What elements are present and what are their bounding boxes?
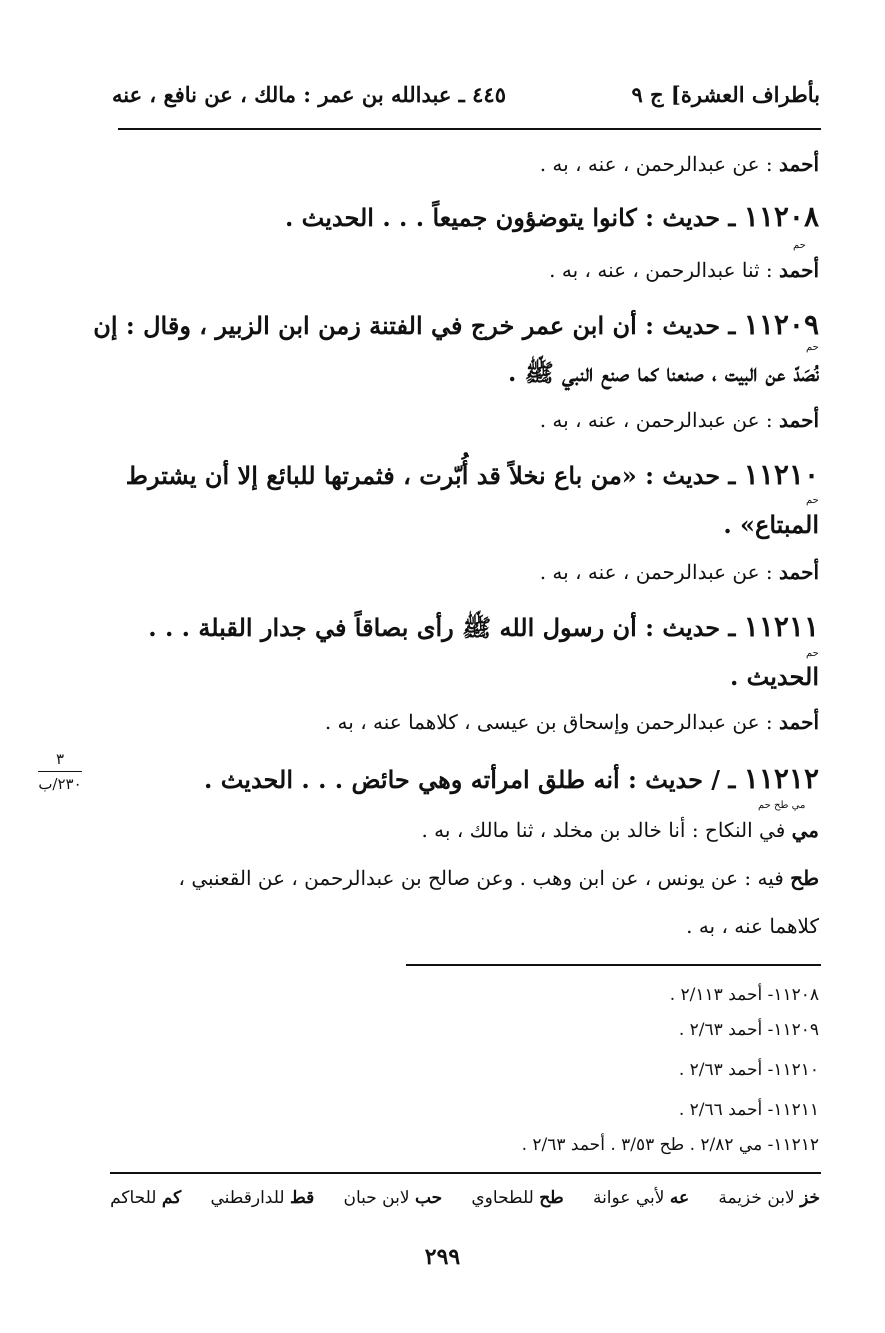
header-section-title: ٤٤٥ ـ عبدالله بن عمر : مالك ، عن نافع ، عنه	[112, 82, 506, 107]
footnote: ١١٢١٢- مي ٢/٨٢ . طح ٣/٥٣ . أحمد ٢/٦٣ .	[521, 1135, 819, 1155]
source-text: فيه : عن يونس ، عن ابن وهب . وعن صالح بن عبدالرحمن ، عن القعنبي ،	[178, 866, 791, 890]
source-text: : عن عبدالرحمن وإسحاق بن عيسى ، كلاهما عنه ، به .	[324, 710, 780, 734]
running-header	[112, 82, 820, 118]
source-text: في النكاح : أنا خالد بن مخلد ، ثنا مالك ، به .	[421, 818, 792, 842]
abbrev-item	[718, 1188, 820, 1208]
abbrev-item	[211, 1188, 315, 1208]
manuscript-folio-note	[30, 750, 90, 793]
abbrev-item	[593, 1188, 689, 1208]
source-symbol: مي طح حم	[758, 800, 806, 811]
source-abbrev: أحمد	[779, 152, 819, 176]
hadith-text: ـ حديث : أن رسول الله ﷺ رأى بصاقاً في جدار القبلة . . .	[148, 613, 744, 642]
hadith-number: ١١٢٠٩	[743, 308, 819, 341]
header-book-reference: بأطراف العشرة] ج ٩	[631, 82, 820, 107]
source-line	[540, 152, 819, 176]
source-symbol: حم	[806, 342, 819, 353]
header-rule	[118, 128, 821, 130]
footnote-rule	[406, 964, 821, 966]
abbrev-name: للحاكم	[110, 1188, 157, 1208]
hadith-number: ١١٢٠٨	[743, 200, 819, 233]
abbrev-code: قط	[289, 1188, 315, 1208]
hadith-text: ـ حديث : كانوا يتوضؤون جميعاً . . . الحديث .	[284, 203, 744, 232]
source-abbrev: أحمد	[779, 408, 819, 432]
source-line	[179, 866, 819, 890]
hadith-11212	[204, 762, 819, 795]
source-line	[549, 258, 819, 282]
source-abbrev: طح	[790, 866, 819, 890]
abbrev-code: خز	[800, 1188, 820, 1208]
hadith-text: ـ حديث : أن ابن عمر خرج في الفتنة زمن ابن الزبير ، وقال : إن	[93, 311, 744, 340]
hadith-11209	[93, 308, 819, 341]
hadith-text: نُصَدّ عن البيت ، صنعنا كما صنع النبي ﷺ .	[507, 358, 819, 387]
source-line-cont	[686, 914, 819, 938]
source-line	[540, 560, 819, 584]
abbrev-item	[471, 1188, 563, 1208]
footnote: ١١٢٠٨- أحمد ٢/١١٣ .	[669, 985, 819, 1005]
hadith-11210	[126, 458, 819, 491]
folio-reference: ٢٣٠/ب	[38, 775, 82, 793]
folio-number: ٣	[55, 750, 65, 768]
hadith-11210-cont	[723, 510, 819, 539]
hadith-text: ـ / حديث : أنه طلق امرأته وهي حائض . . . الحديث .	[204, 765, 744, 794]
source-symbol: حم	[806, 495, 819, 506]
source-abbrev: أحمد	[779, 258, 819, 282]
abbrev-name: للطحاوي	[471, 1188, 534, 1208]
page-number: ٢٩٩	[424, 1244, 461, 1270]
source-text: : عن عبدالرحمن ، عنه ، به .	[539, 408, 780, 432]
footnote: ١١٢١١- أحمد ٢/٦٦ .	[678, 1100, 819, 1120]
abbrev-name: لأبي عوانة	[592, 1188, 665, 1208]
hadith-11209-cont	[508, 358, 819, 393]
abbrev-name: لابن حبان	[343, 1188, 410, 1208]
hadith-number: ١١٢١١	[743, 610, 819, 643]
hadith-11211-cont	[730, 662, 819, 691]
source-text: : عن عبدالرحمن ، عنه ، به .	[539, 560, 780, 584]
abbrev-code: حب	[414, 1188, 443, 1208]
abbreviations-key	[110, 1188, 820, 1208]
hadith-11211	[148, 610, 819, 648]
source-line	[325, 710, 819, 734]
abbrev-code: طح	[539, 1188, 564, 1208]
source-line	[421, 818, 819, 842]
source-abbrev: مي	[791, 818, 819, 842]
source-abbrev: أحمد	[779, 710, 819, 734]
footnote: ١١٢١٠- أحمد ٢/٦٣ .	[678, 1060, 819, 1080]
source-symbol: حم	[806, 648, 819, 659]
abbrev-name: للدارقطني	[210, 1188, 285, 1208]
abbrev-item	[110, 1188, 181, 1208]
source-text: كلاهما عنه ، به .	[686, 914, 819, 938]
source-line	[540, 408, 819, 432]
folio-divider	[38, 771, 82, 772]
abbrev-code: كم	[161, 1188, 182, 1208]
hadith-number: ١١٢١٢	[743, 762, 819, 795]
hadith-text: المبتاع» .	[723, 510, 819, 539]
abbrev-name: لابن خزيمة	[718, 1188, 795, 1208]
source-symbol: حم	[793, 240, 806, 251]
source-text: : عن عبدالرحمن ، عنه ، به .	[539, 152, 780, 176]
abbrev-item	[343, 1188, 442, 1208]
source-text: : ثنا عبدالرحمن ، عنه ، به .	[549, 258, 780, 282]
abbrev-code: عه	[669, 1188, 690, 1208]
hadith-text: ـ حديث : «من باع نخلاً قد أُبّرت ، فثمرتها للبائع إلا أن يشترط	[125, 461, 744, 490]
source-abbrev: أحمد	[779, 560, 819, 584]
hadith-11208	[285, 200, 819, 233]
abbreviations-rule	[110, 1172, 821, 1174]
footnote: ١١٢٠٩- أحمد ٢/٦٣ .	[678, 1020, 819, 1040]
hadith-text: الحديث .	[729, 662, 819, 691]
hadith-number: ١١٢١٠	[743, 458, 819, 491]
